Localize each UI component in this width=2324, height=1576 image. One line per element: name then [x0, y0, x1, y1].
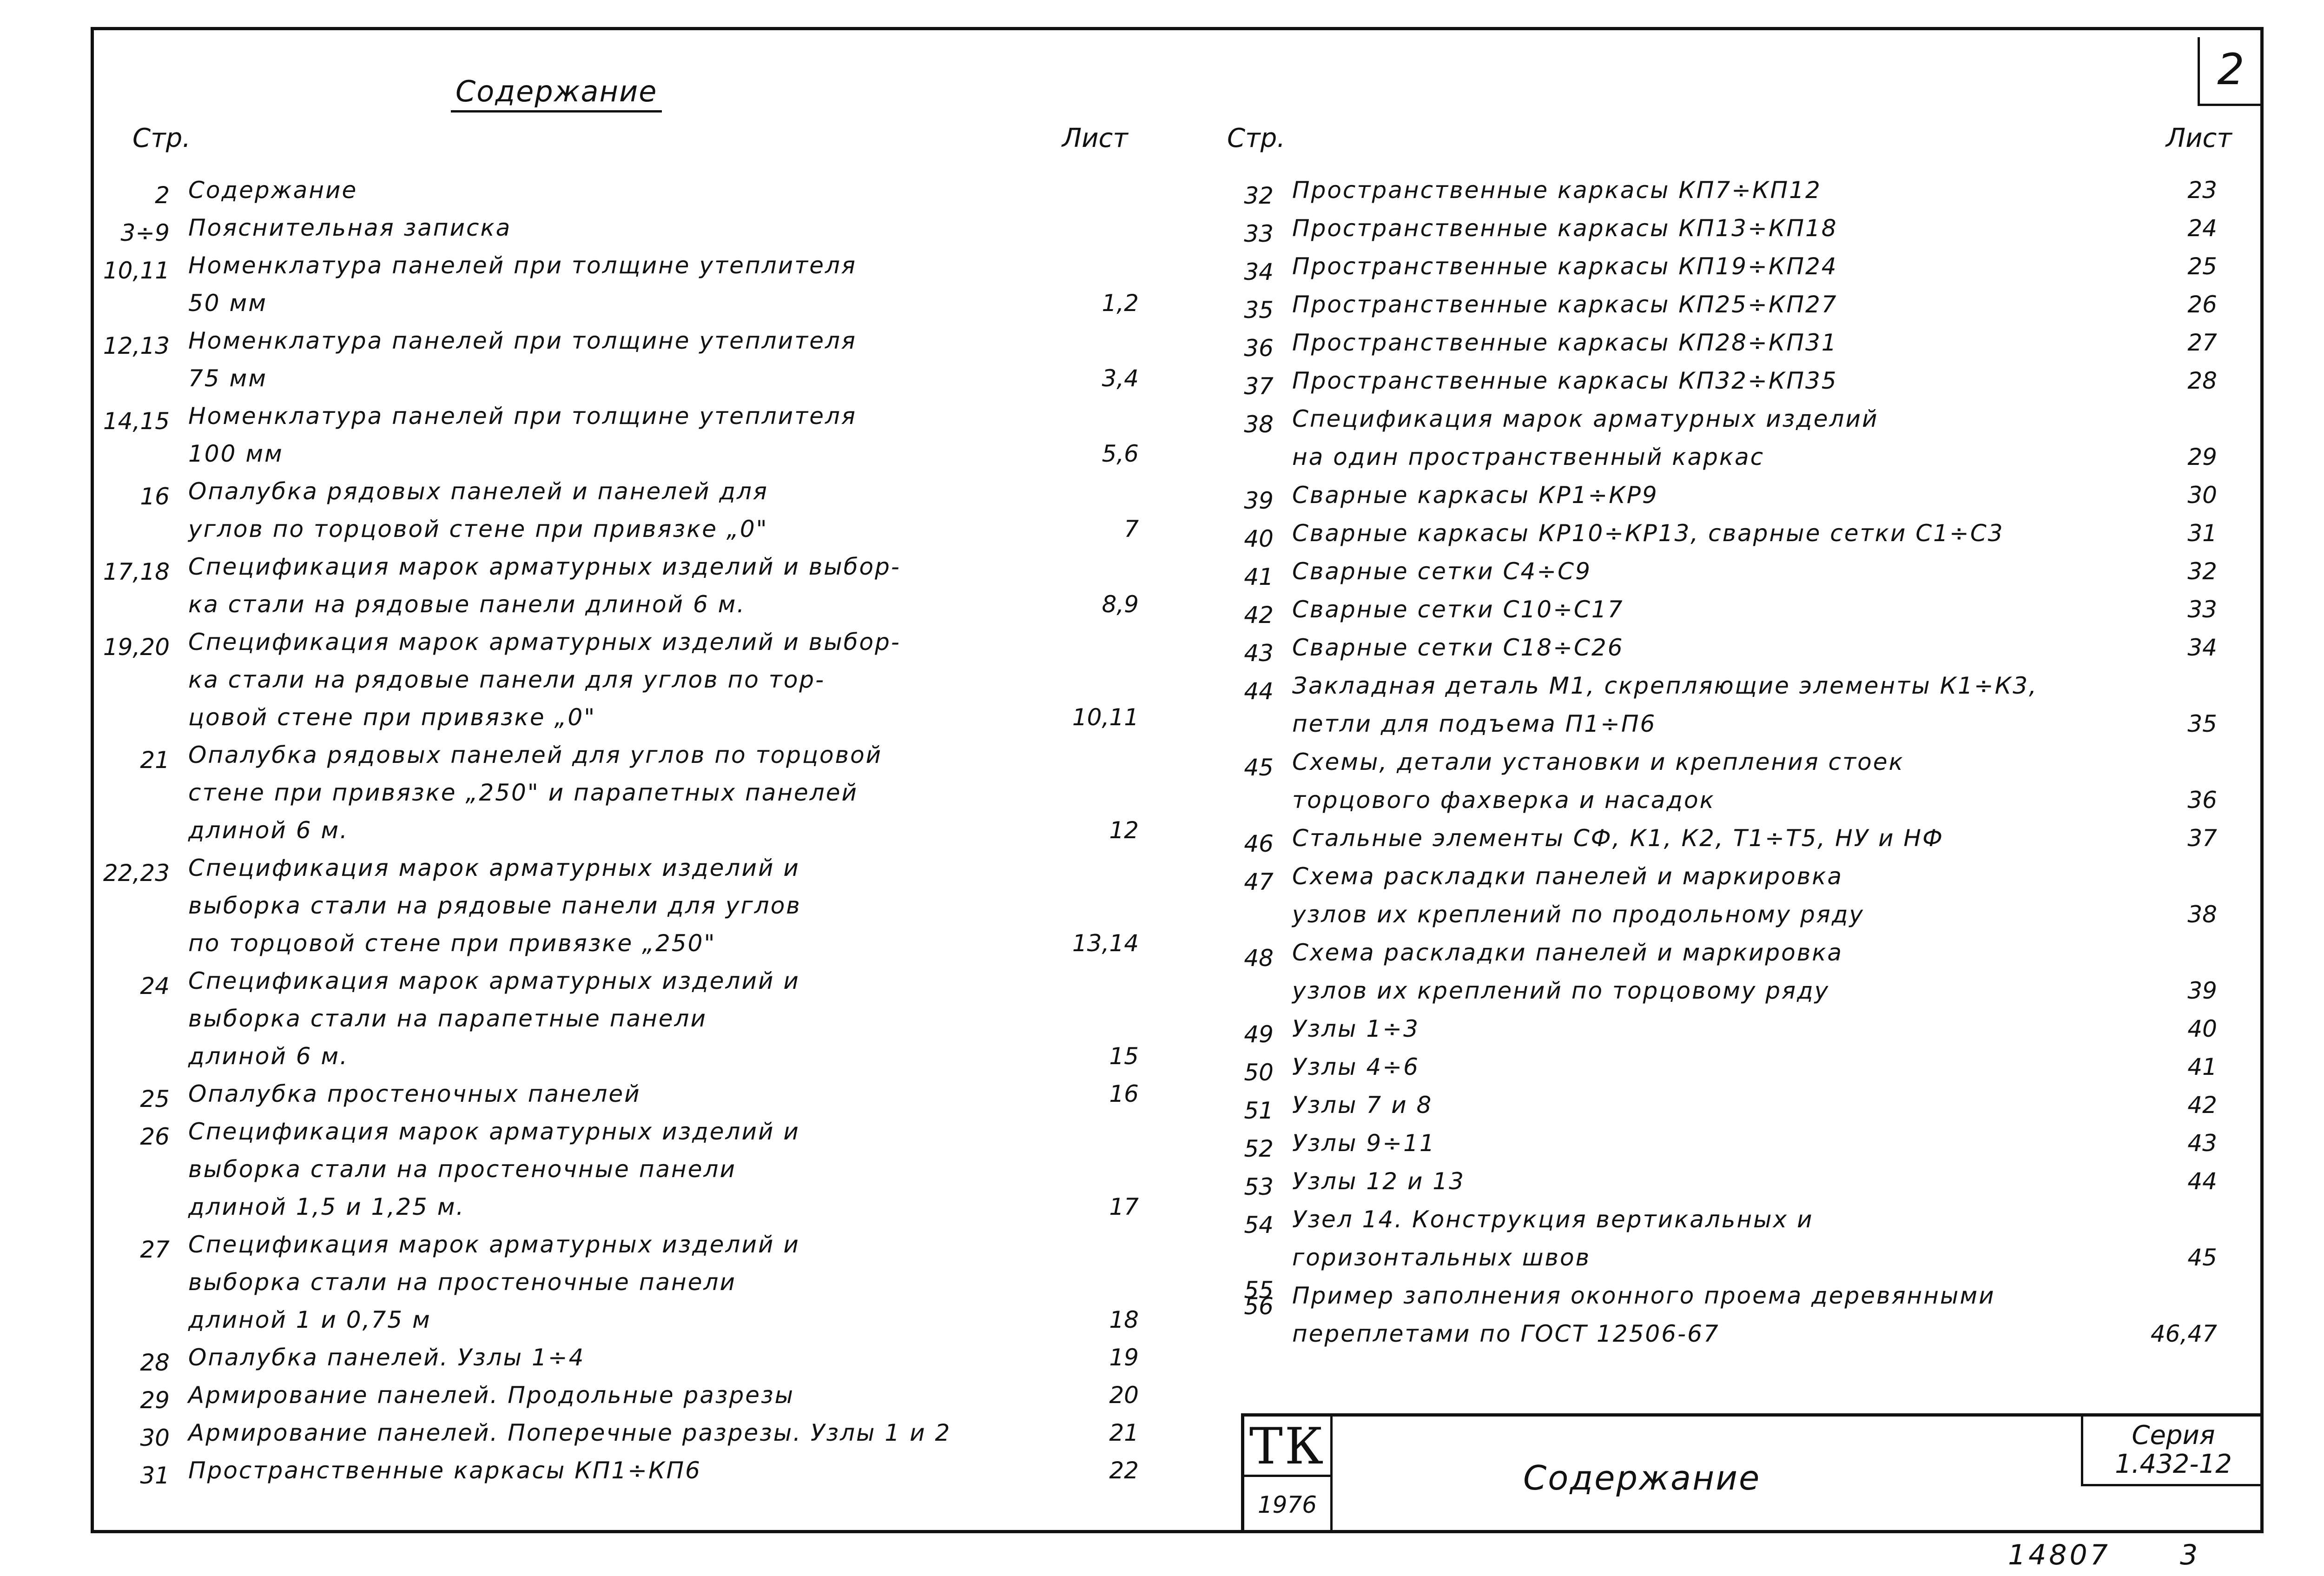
entry-text: на один пространственный каркас	[1292, 444, 1765, 470]
page-title: Содержание	[451, 74, 662, 113]
entry-text: Спецификация марок арматурных изделий и выбор-	[188, 629, 901, 656]
entry-text: Спецификация марок арматурных изделий и	[188, 1118, 800, 1145]
contents-entry	[1204, 215, 2245, 251]
entry-page: 3÷9	[120, 219, 170, 246]
entry-sheet: 25	[2187, 253, 2217, 280]
contents-entry	[1204, 1053, 2245, 1090]
contents-entry	[100, 214, 1197, 251]
entry-text: Спецификация марок арматурных изделий и выбор-	[188, 553, 901, 580]
contents-entry	[1204, 1168, 2245, 1204]
contents-entry	[1204, 596, 2245, 632]
entry-page: 26	[140, 1123, 170, 1150]
entry-sheet: 7	[1124, 516, 1139, 543]
entry-page: 24	[140, 973, 170, 1000]
entry-text: 75 мм	[188, 365, 267, 392]
entry-text: углов по торцовой стене при привязке „0"	[188, 516, 768, 543]
contents-entry	[1204, 634, 2245, 670]
contents-entry	[1204, 863, 2245, 928]
year: 1976	[1244, 1477, 1333, 1533]
entry-text: Опалубка панелей. Узлы 1÷4	[188, 1344, 585, 1371]
contents-entry	[100, 403, 1197, 467]
contents-entry	[100, 1419, 1197, 1456]
entry-text: Пространственные каркасы КП13÷КП18	[1292, 215, 1838, 242]
entry-page: 10,11	[103, 257, 170, 284]
contents-entry	[1204, 1277, 2245, 1347]
contents-entry	[1204, 405, 2245, 470]
contents-entry	[1204, 748, 2245, 814]
right-page-header: Стр.	[1227, 123, 1286, 153]
entry-text: Сварные каркасы КР1÷КР9	[1292, 482, 1658, 509]
sheet-count: 3	[2180, 1539, 2201, 1571]
entry-page: 43	[1244, 640, 1274, 667]
entry-text: длиной 1,5 и 1,25 м.	[188, 1193, 465, 1220]
contents-entry	[1204, 558, 2245, 594]
entry-text: Содержание	[188, 177, 358, 204]
contents-entry	[1204, 672, 2245, 737]
entry-sheet: 18	[1109, 1306, 1139, 1333]
contents-entry	[1204, 367, 2245, 404]
entry-sheet: 31	[2187, 520, 2217, 547]
entry-text: Узел 14. Конструкция вертикальных и	[1292, 1206, 1814, 1233]
stamp-title: Содержание	[1523, 1458, 1761, 1497]
entry-text: Опалубка рядовых панелей и панелей для	[188, 478, 768, 505]
entry-text: Схема раскладки панелей и маркировка	[1292, 863, 1843, 890]
entry-text: горизонтальных швов	[1292, 1244, 1591, 1271]
entry-sheet: 20	[1109, 1382, 1139, 1409]
entry-sheet: 13,14	[1072, 930, 1139, 957]
entry-text: Пояснительная записка	[188, 214, 512, 241]
entry-sheet: 45	[2187, 1244, 2217, 1271]
contents-entry	[100, 252, 1197, 317]
entry-text: переплетами по ГОСТ 12506-67	[1292, 1320, 1720, 1347]
entry-text: ка стали на рядовые панели длиной 6 м.	[188, 591, 746, 618]
contents-entry	[100, 742, 1197, 844]
entry-text: Пространственные каркасы КП25÷КП27	[1292, 291, 1838, 318]
entry-text: 50 мм	[188, 290, 267, 317]
entry-text: Пространственные каркасы КП19÷КП24	[1292, 253, 1838, 280]
entry-sheet: 42	[2187, 1092, 2217, 1119]
contents-entry	[1204, 1130, 2245, 1166]
entry-text: Сварные сетки С10÷С17	[1292, 596, 1624, 623]
org-mark: ТК	[1244, 1417, 1333, 1477]
contents-entry	[1204, 825, 2245, 861]
entry-text: Спецификация марок арматурных изделий и	[188, 854, 800, 881]
entry-page: 33	[1244, 220, 1274, 247]
contents-entry	[100, 553, 1197, 618]
series-value: 1.432-12	[2115, 1449, 2232, 1479]
entry-text: по торцовой стене при привязке „250"	[188, 930, 716, 957]
entry-text: Сварные сетки С4÷С9	[1292, 558, 1591, 585]
contents-entry	[100, 854, 1197, 957]
entry-page: 35	[1244, 297, 1274, 324]
entry-sheet: 16	[1109, 1080, 1139, 1107]
series-label: Серия	[2132, 1420, 2215, 1450]
page-number: 2	[2198, 37, 2262, 106]
right-sheet-header: Лист	[2166, 123, 2232, 153]
entry-text: Схемы, детали установки и крепления стоек	[1292, 748, 1904, 775]
entry-sheet: 37	[2187, 825, 2217, 852]
contents-entry	[1204, 520, 2245, 556]
contents-entry	[1204, 253, 2245, 289]
entry-page: 37	[1244, 373, 1274, 400]
entry-sheet: 44	[2187, 1168, 2217, 1195]
entry-text: Номенклатура панелей при толщине утеплителя	[188, 252, 857, 279]
entry-page: 29	[140, 1387, 170, 1414]
contents-entry	[100, 1344, 1197, 1380]
entry-sheet: 43	[2187, 1130, 2217, 1157]
entry-page: 55 56	[1244, 1277, 1274, 1320]
entry-page: 30	[140, 1424, 170, 1451]
entry-text: Узлы 9÷11	[1292, 1130, 1436, 1157]
entry-text: 100 мм	[188, 440, 284, 467]
entry-page: 40	[1244, 525, 1274, 552]
entry-text: Армирование панелей. Поперечные разрезы. Узлы 1 и 2	[188, 1419, 951, 1446]
title-block	[1241, 1413, 2264, 1533]
entry-sheet: 3,4	[1102, 365, 1139, 392]
entry-text: выборка стали на парапетные панели	[188, 1005, 707, 1032]
left-sheet-header: Лист	[1062, 123, 1128, 153]
entry-text: Закладная деталь М1, скрепляющие элементы К1÷К3,	[1292, 672, 2038, 699]
entry-sheet: 34	[2187, 634, 2217, 661]
entry-text: Спецификация марок арматурных изделий и	[188, 967, 800, 994]
contents-entry	[100, 967, 1197, 1070]
entry-text: Сварные каркасы КР10÷КР13, сварные сетки С1÷С3	[1292, 520, 2004, 547]
entry-sheet: 29	[2187, 444, 2217, 470]
contents-entry	[1204, 482, 2245, 518]
entry-page: 46	[1244, 830, 1274, 857]
contents-entry	[100, 629, 1197, 731]
entry-sheet: 19	[1109, 1344, 1139, 1371]
entry-sheet: 5,6	[1102, 440, 1139, 467]
entry-sheet: 33	[2187, 596, 2217, 623]
entry-page: 42	[1244, 602, 1274, 629]
entry-text: Номенклатура панелей при толщине утеплителя	[188, 327, 857, 354]
entry-page: 38	[1244, 411, 1274, 438]
entry-page: 48	[1244, 945, 1274, 972]
entry-sheet: 27	[2187, 329, 2217, 356]
entry-text: Сварные сетки С18÷С26	[1292, 634, 1624, 661]
entry-text: Опалубка рядовых панелей для углов по торцовой	[188, 742, 883, 768]
entry-sheet: 24	[2187, 215, 2217, 242]
contents-entry	[100, 177, 1197, 213]
entry-text: Узлы 7 и 8	[1292, 1092, 1433, 1119]
entry-page: 32	[1244, 182, 1274, 209]
entry-sheet: 12	[1109, 817, 1139, 844]
entry-text: Опалубка простеночных панелей	[188, 1080, 641, 1107]
entry-text: Номенклатура панелей при толщине утеплителя	[188, 403, 857, 430]
entry-sheet: 17	[1109, 1193, 1139, 1220]
entry-sheet: 41	[2187, 1053, 2217, 1080]
entry-text: цовой стене при привязке „0"	[188, 704, 596, 731]
entry-text: длиной 6 м.	[188, 817, 349, 844]
entry-page: 54	[1244, 1212, 1274, 1238]
entry-page: 12,13	[103, 332, 170, 359]
contents-entry	[1204, 1206, 2245, 1271]
entry-text: петли для подъема П1÷П6	[1292, 710, 1657, 737]
entry-text: Схема раскладки панелей и маркировка	[1292, 939, 1843, 966]
entry-sheet: 1,2	[1102, 290, 1139, 317]
entry-page: 19,20	[103, 634, 170, 661]
entry-page: 36	[1244, 335, 1274, 362]
entry-text: торцового фахверка и насадок	[1292, 787, 1715, 814]
entry-sheet: 10,11	[1072, 704, 1139, 731]
entry-sheet: 26	[2187, 291, 2217, 318]
entry-page: 53	[1244, 1173, 1274, 1200]
entry-sheet: 8,9	[1102, 591, 1139, 618]
entry-text: узлов их креплений по торцовому ряду	[1292, 977, 1830, 1004]
contents-entry	[100, 1231, 1197, 1333]
entry-sheet: 23	[2187, 177, 2217, 204]
entry-text: выборка стали на простеночные панели	[188, 1269, 736, 1296]
entry-page: 27	[140, 1236, 170, 1263]
contents-entry	[1204, 939, 2245, 1004]
entry-text: выборка стали на простеночные панели	[188, 1156, 736, 1183]
entry-page: 39	[1244, 487, 1274, 514]
entry-text: Спецификация марок арматурных изделий	[1292, 405, 1879, 432]
series-box	[2081, 1417, 2264, 1486]
entry-page: 51	[1244, 1097, 1274, 1124]
entry-text: узлов их креплений по продольному ряду	[1292, 901, 1864, 928]
entry-page: 47	[1244, 868, 1274, 895]
entry-sheet: 36	[2187, 787, 2217, 814]
entry-text: Спецификация марок арматурных изделий и	[188, 1231, 800, 1258]
entry-page: 14,15	[103, 408, 170, 435]
contents-entry	[1204, 291, 2245, 327]
entry-sheet: 28	[2187, 367, 2217, 394]
entry-text: выборка стали на рядовые панели для углов	[188, 892, 801, 919]
entry-text: Пространственные каркасы КП28÷КП31	[1292, 329, 1838, 356]
entry-page: 49	[1244, 1021, 1274, 1048]
entry-page: 25	[140, 1086, 170, 1112]
entry-sheet: 46,47	[2150, 1320, 2217, 1347]
entry-sheet: 30	[2187, 482, 2217, 509]
contents-entry	[1204, 1015, 2245, 1052]
entry-sheet: 21	[1109, 1419, 1139, 1446]
entry-text: Узлы 12 и 13	[1292, 1168, 1465, 1195]
contents-entry	[100, 327, 1197, 392]
contents-entry	[100, 1080, 1197, 1117]
entry-sheet: 22	[1109, 1457, 1139, 1484]
contents-entry	[1204, 329, 2245, 365]
entry-page: 41	[1244, 563, 1274, 590]
entry-text: Пространственные каркасы КП7÷КП12	[1292, 177, 1822, 204]
entry-text: длиной 6 м.	[188, 1043, 349, 1070]
entry-text: Пример заполнения оконного проема деревянными	[1292, 1282, 1995, 1309]
entry-text: стене при привязке „250" и парапетных панелей	[188, 779, 858, 806]
contents-entry	[100, 478, 1197, 543]
entry-sheet: 38	[2187, 901, 2217, 928]
entry-sheet: 32	[2187, 558, 2217, 585]
contents-entry	[1204, 1092, 2245, 1128]
entry-sheet: 40	[2187, 1015, 2217, 1042]
left-page-header: Стр.	[132, 123, 191, 153]
entry-text: Стальные элементы СФ, К1, К2, Т1÷Т5, НУ и НФ	[1292, 825, 1944, 852]
entry-page: 50	[1244, 1059, 1274, 1086]
entry-text: Армирование панелей. Продольные разрезы	[188, 1382, 795, 1409]
entry-text: длиной 1 и 0,75 м	[188, 1306, 431, 1333]
entry-page: 34	[1244, 258, 1274, 285]
entry-page: 28	[140, 1349, 170, 1376]
contents-entry	[100, 1457, 1197, 1493]
contents-entry	[100, 1382, 1197, 1418]
entry-sheet: 35	[2187, 710, 2217, 737]
entry-text: Узлы 4÷6	[1292, 1053, 1419, 1080]
entry-text: ка стали на рядовые панели для углов по тор-	[188, 666, 825, 693]
archive-number: 14807	[2008, 1539, 2111, 1571]
entry-text: Пространственные каркасы КП32÷КП35	[1292, 367, 1838, 394]
entry-page: 31	[140, 1462, 170, 1489]
entry-page: 21	[140, 747, 170, 774]
entry-sheet: 39	[2187, 977, 2217, 1004]
contents-entry	[100, 1118, 1197, 1220]
entry-page: 44	[1244, 678, 1274, 705]
entry-page: 2	[155, 182, 170, 209]
entry-sheet: 15	[1109, 1043, 1139, 1070]
entry-page: 45	[1244, 754, 1274, 781]
entry-text: Пространственные каркасы КП1÷КП6	[188, 1457, 701, 1484]
entry-text: Узлы 1÷3	[1292, 1015, 1419, 1042]
entry-page: 16	[140, 483, 170, 510]
contents-entry	[1204, 177, 2245, 213]
entry-page: 22,23	[103, 860, 170, 887]
entry-page: 17,18	[103, 558, 170, 585]
entry-page: 52	[1244, 1135, 1274, 1162]
